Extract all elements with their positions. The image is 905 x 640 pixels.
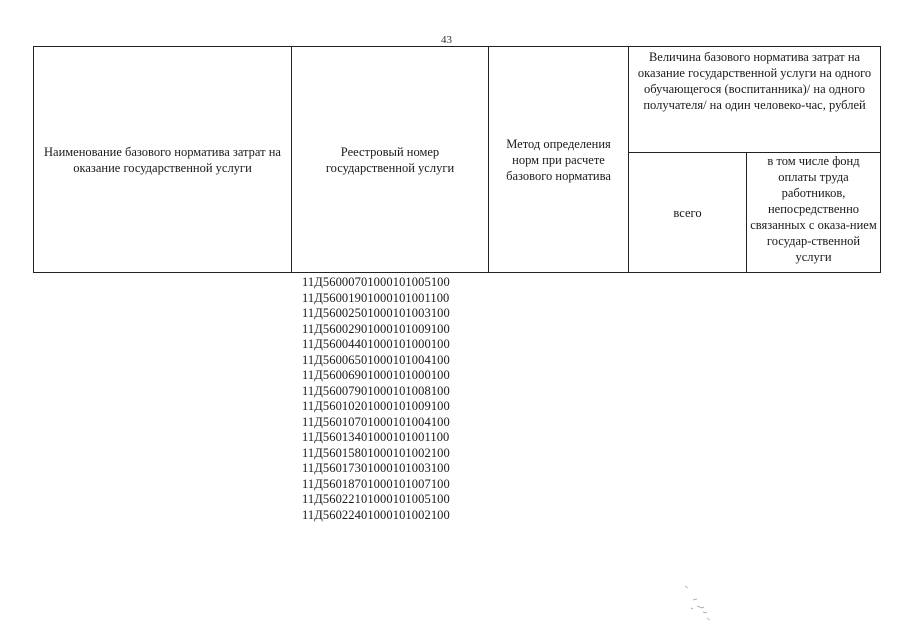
registry-number: 11Д56017301000101003100 <box>302 461 450 475</box>
registry-number: 11Д56000701000101005100 <box>302 275 450 289</box>
header-method: Метод определения норм при расчете базового норматива <box>489 47 629 273</box>
norm-header-table <box>33 46 881 273</box>
registry-number: 11Д56004401000101000100 <box>302 337 450 351</box>
registry-number: 11Д56018701000101007100 <box>302 476 450 491</box>
registry-number: 11Д56007901000101008100 <box>302 383 450 398</box>
header-norm-value: Величина базового норматива затрат на оказание государственной услуги на одного обучающегося (воспитанника)/ на одного получателя/ на один человеко-час, рублей <box>629 47 881 153</box>
registry-number: 11Д56010701000101004100 <box>302 414 450 429</box>
header-total: всего <box>629 153 747 273</box>
registry-number: 11Д56022101000101005100 <box>302 492 450 506</box>
registry-number: 11Д56015801000101002100 <box>302 445 450 460</box>
registry-number: 11Д56002901000101009100 <box>302 321 450 336</box>
scan-artifact <box>683 584 723 624</box>
registry-number: 11Д56006901000101000100 <box>302 368 450 382</box>
registry-number: 11Д56010201000101009100 <box>302 399 450 413</box>
registry-number: 11Д56002501000101003100 <box>302 306 450 320</box>
header-wage-fund: в том числе фонд оплаты труда работников, непосредственно связанных с оказа-нием государ-ственной услуги <box>747 153 881 273</box>
page-number: 43 <box>441 34 452 46</box>
registry-number: 11Д56022401000101002100 <box>302 507 450 522</box>
registry-number: 11Д56001901000101001100 <box>302 290 450 305</box>
header-norm-name: Наименование базового норматива затрат на оказание государственной услуги <box>34 47 292 273</box>
registry-number: 11Д56006501000101004100 <box>302 352 450 367</box>
registry-number-list <box>302 275 450 523</box>
registry-number: 11Д56013401000101001100 <box>302 430 450 444</box>
header-registry-number: Реестровый номер государственной услуги <box>292 47 489 273</box>
